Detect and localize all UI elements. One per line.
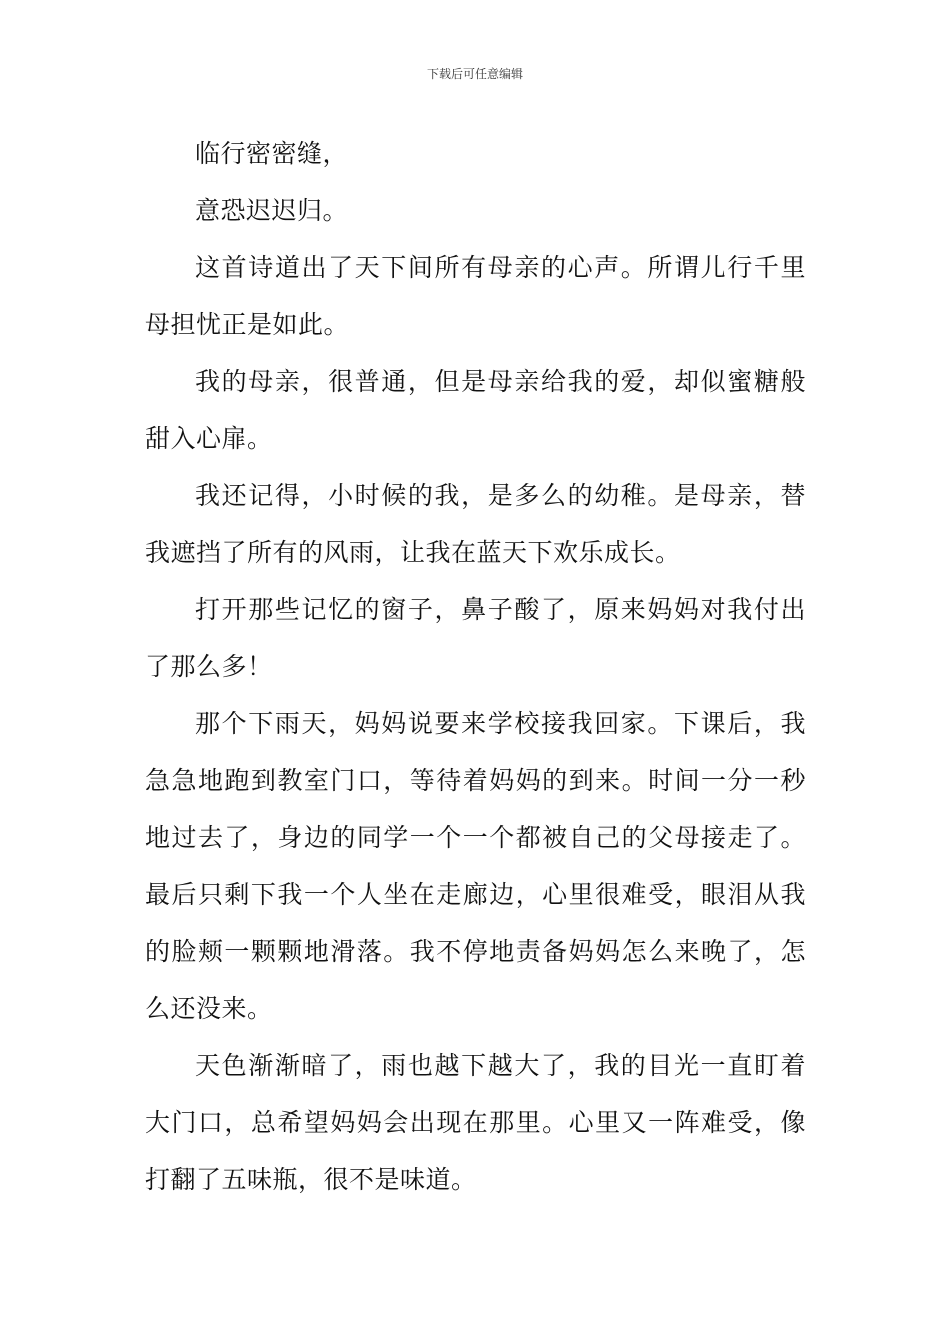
paragraph-1: 临行密密缝， [195,139,349,168]
paragraph-5: 我还记得，小时候的我，是多么的幼稚。是母亲，替我遮挡了所有的风雨，让我在蓝天下欢乐成长。 [145,481,806,567]
paragraph-8: 天色渐渐暗了，雨也越下越大了，我的目光一直盯着大门口，总希望妈妈会出现在那里。心里又一阵难受，像打翻了五味瓶，很不是味道。 [145,1051,806,1194]
paragraph-7: 那个下雨天，妈妈说要来学校接我回家。下课后，我急急地跑到教室门口，等待着妈妈的到来。时间一分一秒地过去了，身边的同学一个一个都被自己的父母接走了。最后只剩下我一个人坐在走廊边，心里很难受，眼泪从我的脸颊一颗颗地滑落。我不停地责备妈妈怎么来晚了，怎么还没来。 [145,709,806,1023]
document-body [145,125,806,1208]
paragraph-3: 这首诗道出了天下间所有母亲的心声。所谓儿行千里母担忧正是如此。 [145,253,806,339]
paragraph-6: 打开那些记忆的窗子，鼻子酸了，原来妈妈对我付出了那么多！ [145,595,806,681]
paragraph-4: 我的母亲，很普通，但是母亲给我的爱，却似蜜糖般甜入心扉。 [145,367,806,453]
page-header: 下载后可任意编辑 [426,67,523,81]
paragraph-2: 意恐迟迟归。 [195,196,349,225]
